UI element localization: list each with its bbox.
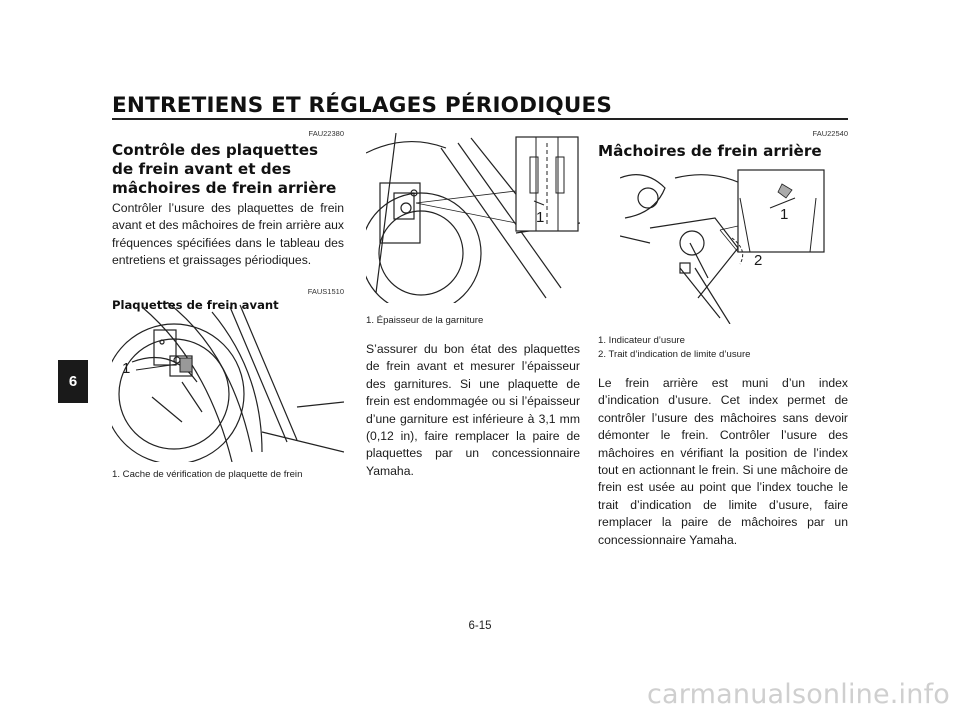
- reference-code: FAU22540: [812, 129, 848, 138]
- figure-callout: 1: [122, 360, 131, 377]
- figure-caption: 1. Épaisseur de la garniture: [366, 315, 484, 326]
- figure-caption: 1. Cache de vérification de plaquette de frein: [112, 469, 303, 480]
- figure-caption: 2. Trait d’indication de limite d’usure: [598, 349, 751, 360]
- header-divider: [112, 118, 848, 120]
- chapter-tab: 6: [58, 360, 88, 403]
- figure-front-brake-pad-cover: [112, 302, 344, 462]
- page-header-title: ENTRETIENS ET RÉGLAGES PÉRIODIQUES: [112, 93, 613, 118]
- section-body: Le frein arrière est muni d’un index d’indication d’usure. Cet index permet de contrôler l’usure des mâchoires sans devoir démonter le frein. Contrôler l’usure des mâchoires en vérifiant la position de l’index tout en actionnant le frein. Si une mâchoire de frein est usée au point que l’index touche le trait d’indication de limite d’usure, faire remplacer la paire de mâchoires par un concessionnaire Yamaha.: [598, 376, 848, 547]
- page-number: 6-15: [468, 620, 492, 632]
- rear-brake-illustration: [620, 168, 826, 324]
- column-1-caption: [112, 468, 344, 482]
- section-body: Contrôler l’usure des plaquettes de frein avant et des mâchoires de frein arrière aux fréquences spécifiées dans le tableau des entretiens et graissages périodiques.: [112, 201, 344, 268]
- figure-brake-pad-thickness: [366, 133, 580, 303]
- front-wheel-illustration: [112, 302, 344, 462]
- reference-code: FAU22380: [308, 129, 344, 138]
- column-3: [598, 129, 848, 163]
- brake-caliper-illustration: [366, 133, 580, 303]
- section-heading: Contrôle des plaquettes de frein avant et des mâchoires de frein arrière: [112, 141, 337, 197]
- section-heading: Mâchoires de frein arrière: [598, 142, 822, 160]
- subsection-heading: Plaquettes de frein avant: [112, 297, 279, 312]
- figure-callout: 1: [536, 209, 545, 226]
- column-2: [366, 314, 580, 480]
- column-1: [112, 129, 344, 312]
- watermark: carmanualsonline.info: [647, 679, 950, 710]
- figure-callout: 2: [754, 252, 763, 269]
- column-3-text: [598, 334, 848, 549]
- figure-caption: 1. Indicateur d’usure: [598, 335, 685, 346]
- figure-rear-brake-wear-indicator: [620, 168, 826, 324]
- section-body: S’assurer du bon état des plaquettes de frein avant et mesurer l’épaisseur des garnitures. Si une plaquette de frein est endommagée ou si l’épaisseur d’une garniture est inférieure à 3,1 mm (0,12 in), faire remplacer la paire de plaquettes par un concessionnaire Yamaha.: [366, 342, 580, 478]
- reference-code: FAUS1510: [307, 286, 344, 296]
- figure-callout: 1: [780, 206, 789, 223]
